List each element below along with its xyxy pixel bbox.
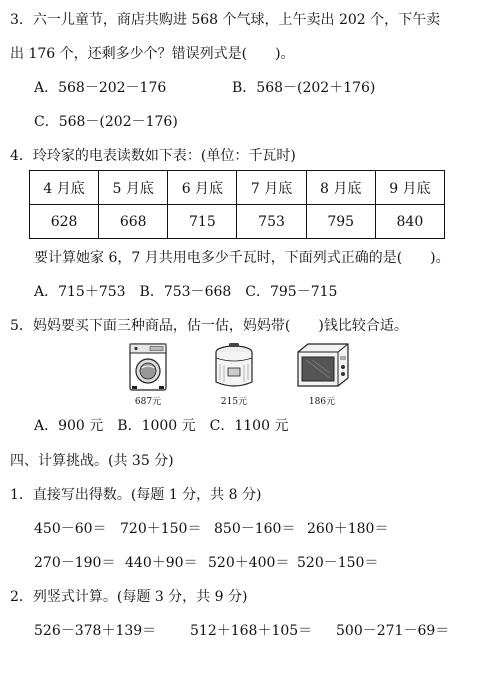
part2-title: 2．列竖式计算。(每题 3 分，共 9 分): [10, 589, 248, 605]
q3-stem-line2: 出 176 个，还剩多少个？错误列式是( )。: [10, 46, 295, 62]
q4-question: 要计算她家 6，7 月共用电多少千瓦时，下面列式正确的是( )。: [34, 250, 450, 266]
washing-machine-item: [128, 340, 168, 408]
part1-title: 1．直接写出得数。(每题 1 分，共 8 分): [10, 487, 262, 503]
mental-math-item: 850－160＝: [214, 521, 296, 537]
table-header-cell: 7 月底: [237, 171, 306, 205]
mental-math-item: 450－60＝: [34, 521, 107, 537]
column-calc-item: 526－378＋139＝: [34, 623, 157, 639]
column-calc-item: 500－271－69＝: [336, 623, 450, 639]
column-calc-item: 512＋168＋105＝: [190, 623, 313, 639]
table-header-cell: 4 月底: [30, 171, 99, 205]
q4-options: A．715＋753 B．753－668 C．795－715: [34, 284, 338, 300]
q3-option-c: C．568－(202－176): [34, 114, 178, 130]
table-cell: 840: [375, 205, 444, 239]
table-cell: 795: [306, 205, 375, 239]
rice-cooker-icon: [212, 340, 256, 392]
table-row: [30, 205, 445, 239]
section4-title: 四、计算挑战。(共 35 分): [10, 453, 174, 469]
microwave-icon: [294, 340, 350, 392]
q5-title: 5．妈妈要买下面三种商品，估一估，妈妈带( )钱比较合适。: [10, 318, 408, 334]
table-cell: 715: [168, 205, 237, 239]
microwave-price: 186元: [308, 397, 336, 407]
q3-option-b: B．568－(202＋176): [232, 80, 376, 96]
q3-option-a: A．568－202－176: [34, 80, 167, 96]
table-header-cell: 6 月底: [168, 171, 237, 205]
table-cell: 628: [30, 205, 99, 239]
microwave-item: [294, 340, 350, 408]
q3-stem-line1: 3．六一儿童节，商店共购进 568 个气球，上午卖出 202 个，下午卖: [10, 12, 441, 28]
mental-math-item: 270－190＝: [34, 555, 116, 571]
rice-cooker-price: 215元: [220, 397, 248, 407]
mental-math-item: 520－150＝: [297, 555, 379, 571]
mental-math-item: 720＋150＝: [120, 521, 202, 537]
table-cell: 753: [237, 205, 306, 239]
table-header-cell: 5 月底: [99, 171, 168, 205]
meter-reading-table: [29, 170, 445, 239]
q4-title: 4．玲玲家的电表读数如下表：(单位：千瓦时): [10, 148, 296, 164]
table-header-cell: 8 月底: [306, 171, 375, 205]
mental-math-item: 440＋90＝: [125, 555, 198, 571]
table-header-cell: 9 月底: [375, 171, 444, 205]
q5-options: A．900 元 B．1000 元 C．1100 元: [34, 418, 289, 434]
table-header-row: [30, 171, 445, 205]
mental-math-item: 260＋180＝: [307, 521, 389, 537]
mental-math-item: 520＋400＝: [208, 555, 290, 571]
washing-machine-price: 687元: [134, 397, 162, 407]
rice-cooker-item: [212, 340, 256, 408]
table-cell: 668: [99, 205, 168, 239]
washing-machine-icon: [128, 340, 168, 392]
